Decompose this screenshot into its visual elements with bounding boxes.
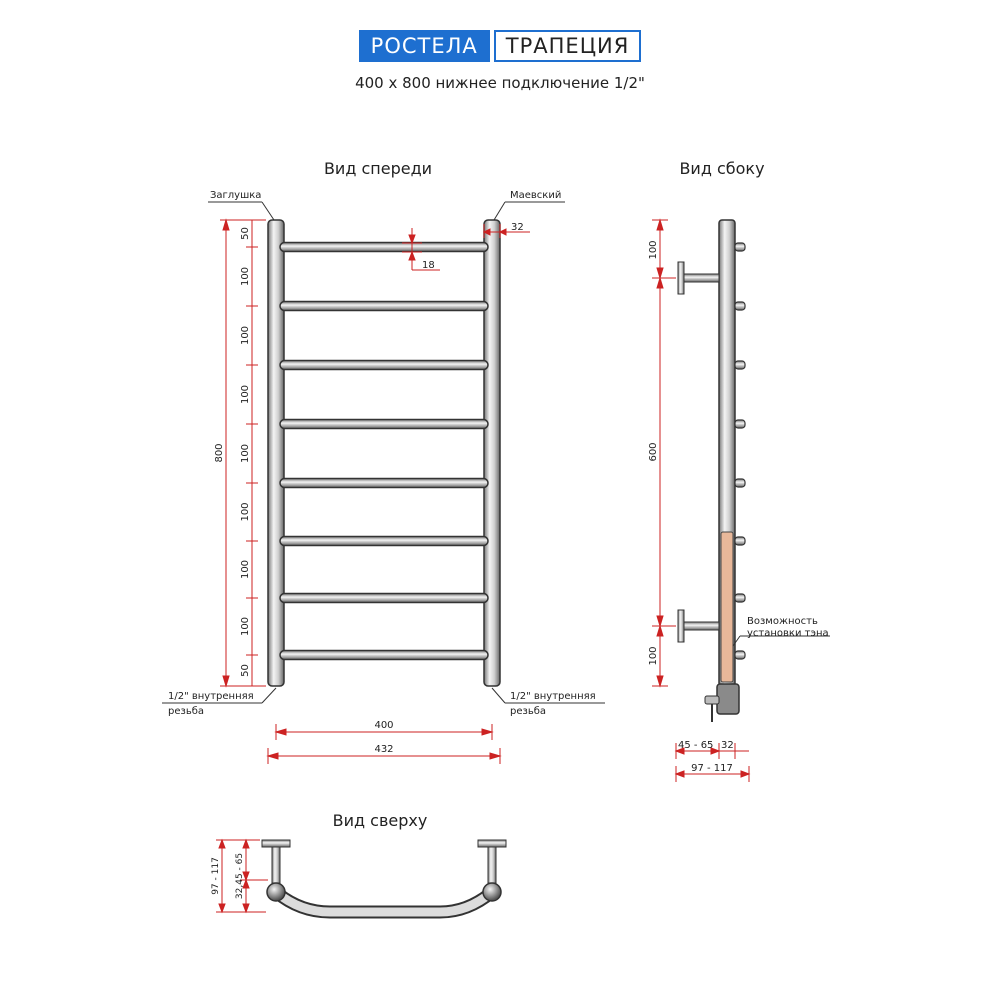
step-dimensions [240, 220, 258, 686]
rung-4 [280, 420, 488, 429]
side-dim-top-label: 100 [648, 240, 659, 260]
dim-800-label: 800 [214, 443, 225, 463]
side-view [648, 220, 830, 782]
left-riser [268, 220, 284, 686]
heater-connector [717, 684, 739, 714]
thread-label-right-1: 1/2" внутренняя [510, 691, 596, 702]
side-stub-5 [735, 479, 745, 487]
side-view-title: Вид сбоку [679, 159, 765, 178]
mayevsky-label: Маевский [510, 190, 562, 201]
side-stub-1 [735, 243, 745, 251]
rung-6 [280, 537, 488, 546]
side-stub-2 [735, 302, 745, 310]
dim-432-label: 432 [374, 744, 394, 755]
side-stub-3 [735, 361, 745, 369]
top-riser-right [483, 883, 501, 901]
heater-label-2: установки тэна [747, 628, 829, 639]
front-view-title: Вид спереди [323, 159, 433, 178]
plug-label: Заглушка [210, 190, 262, 201]
rung-2 [280, 302, 488, 311]
side-dim-tube-label: 32 [721, 740, 734, 751]
side-dim-depth-label: 97 - 117 [691, 763, 733, 774]
side-dim-bottom-label: 100 [648, 646, 659, 666]
rung-5 [280, 479, 488, 488]
brand-logo: РОСТЕЛА [359, 30, 490, 62]
top-dim-offset-label: 32,45 - 65 [235, 852, 245, 900]
dim-32-front-label: 32 [511, 222, 524, 233]
step-dim-label-3: 100 [240, 325, 251, 346]
top-view [211, 840, 506, 912]
side-dim-mid-label: 600 [648, 442, 659, 462]
rungs [280, 243, 488, 660]
step-dim-label-9: 50 [240, 664, 251, 677]
rung-stubs [735, 243, 745, 659]
step-dim-label-6: 100 [240, 502, 251, 522]
dim-18-label: 18 [422, 260, 435, 271]
top-bracket-left-plate [262, 840, 290, 847]
rung-8 [280, 651, 488, 660]
step-dim-label-8: 100 [240, 616, 251, 637]
top-view-title: Вид сверху [332, 811, 428, 830]
rung-7 [280, 594, 488, 603]
rung-3 [280, 361, 488, 370]
top-bracket-right-plate [478, 840, 506, 847]
thread-label-right-2: резьба [510, 706, 547, 717]
rung-1 [280, 243, 488, 252]
step-dim-label-4: 100 [240, 384, 251, 405]
subtitle: 400 x 800 нижнее подключение 1/2" [355, 74, 645, 92]
thread-label-left-2: резьба [168, 706, 205, 717]
wall-bracket-bottom [678, 610, 719, 642]
side-dim-offset-label: 45 - 65 [678, 740, 714, 751]
model-name: ТРАПЕЦИЯ [494, 30, 642, 62]
top-bracket-right-stem [488, 847, 496, 883]
top-rail [276, 892, 492, 912]
top-riser-left [267, 883, 285, 901]
wall-bracket-top [678, 262, 719, 294]
front-view [162, 190, 605, 764]
dim-400-label: 400 [374, 720, 394, 731]
top-bracket-left-stem [272, 847, 280, 883]
heater-element [721, 532, 733, 682]
thread-label-left-1: 1/2" внутренняя [168, 691, 254, 702]
top-dim-depth-label: 97 - 117 [211, 857, 221, 895]
step-dim-label-1: 50 [240, 227, 251, 240]
side-stub-8 [735, 651, 745, 659]
step-dim-label-2: 100 [240, 266, 251, 287]
step-dim-label-7: 100 [240, 559, 251, 580]
right-riser [484, 220, 500, 686]
step-dim-label-5: 100 [240, 443, 251, 464]
side-stub-4 [735, 420, 745, 428]
side-stub-6 [735, 537, 745, 545]
heater-plug [705, 696, 719, 704]
side-stub-7 [735, 594, 745, 602]
heater-label-1: Возможность [747, 616, 818, 627]
